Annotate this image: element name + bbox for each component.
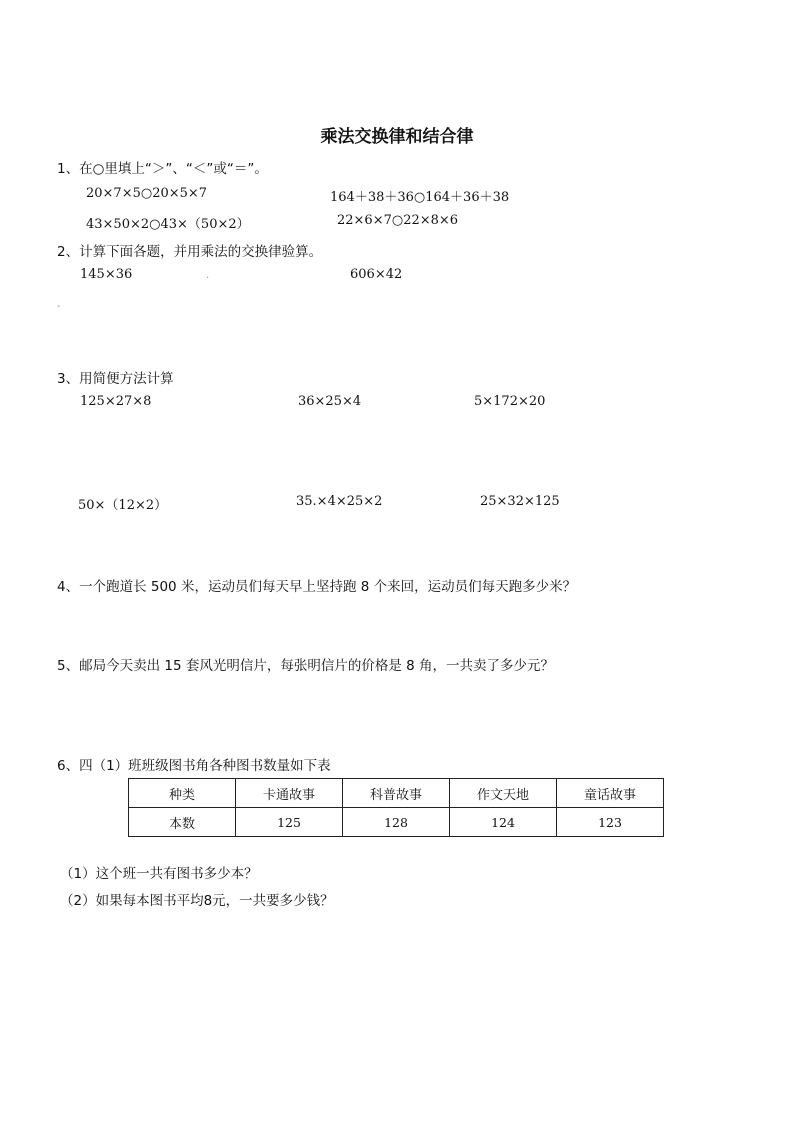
book-count-table bbox=[128, 778, 664, 837]
q3-item-3: 5×172×20 bbox=[474, 394, 546, 409]
q3-item-1: 125×27×8 bbox=[80, 394, 152, 409]
q2-stray-mark-2: - bbox=[57, 301, 61, 312]
table-header-cell: 科普故事 bbox=[343, 779, 450, 808]
question-4-label: 4、一个跑道长 500 米，运动员们每天早上坚持跑 8 个来回，运动员们每天跑多少米？ bbox=[57, 579, 577, 595]
table-cell: 124 bbox=[450, 808, 557, 837]
q2-item-2: 606×42 bbox=[350, 267, 403, 282]
question-6-label: 6、四（1）班班级图书角各种图书数量如下表 bbox=[57, 758, 331, 774]
q3-item-6: 25×32×125 bbox=[480, 494, 560, 509]
table-header-cell: 童话故事 bbox=[557, 779, 664, 808]
table-header-cell: 种类 bbox=[129, 779, 236, 808]
question-3-label: 3、用简便方法计算 bbox=[57, 371, 174, 387]
table-header-row bbox=[129, 779, 664, 808]
table-header-cell: 卡通故事 bbox=[236, 779, 343, 808]
page-title: 乘法交换律和结合律 bbox=[320, 127, 474, 147]
q1-item-1: 20×7×5○20×5×7 bbox=[86, 186, 208, 201]
q1-item-2: 164＋38＋36○164＋36＋38 bbox=[330, 190, 510, 205]
question-1-label: 1、在○里填上“＞”、“＜”或“＝”。 bbox=[57, 161, 268, 177]
table-row bbox=[129, 808, 664, 837]
q2-stray-mark-1: . bbox=[206, 270, 210, 281]
q1-item-3: 43×50×2○43×（50×2） bbox=[86, 217, 250, 232]
table-cell: 123 bbox=[557, 808, 664, 837]
question-6-sub-1: （1）这个班一共有图书多少本？ bbox=[60, 866, 258, 882]
question-5-label: 5、邮局今天卖出 15 套风光明信片，每张明信片的价格是 8 角，一共卖了多少元？ bbox=[57, 658, 555, 674]
question-6-sub-2: （2）如果每本图书平均8元，一共要多少钱？ bbox=[60, 893, 334, 909]
q3-item-5: 35.×4×25×2 bbox=[296, 494, 383, 509]
q3-item-4: 50×（12×2） bbox=[78, 498, 168, 513]
q3-item-2: 36×25×4 bbox=[298, 394, 362, 409]
question-2-label: 2、计算下面各题，并用乘法的交换律验算。 bbox=[57, 244, 323, 260]
table-cell: 125 bbox=[236, 808, 343, 837]
table-cell: 128 bbox=[343, 808, 450, 837]
table-header-cell: 作文天地 bbox=[450, 779, 557, 808]
q1-item-4: 22×6×7○22×8×6 bbox=[337, 213, 459, 228]
table-row-label: 本数 bbox=[129, 808, 236, 837]
q2-item-1: 145×36 bbox=[80, 267, 133, 282]
